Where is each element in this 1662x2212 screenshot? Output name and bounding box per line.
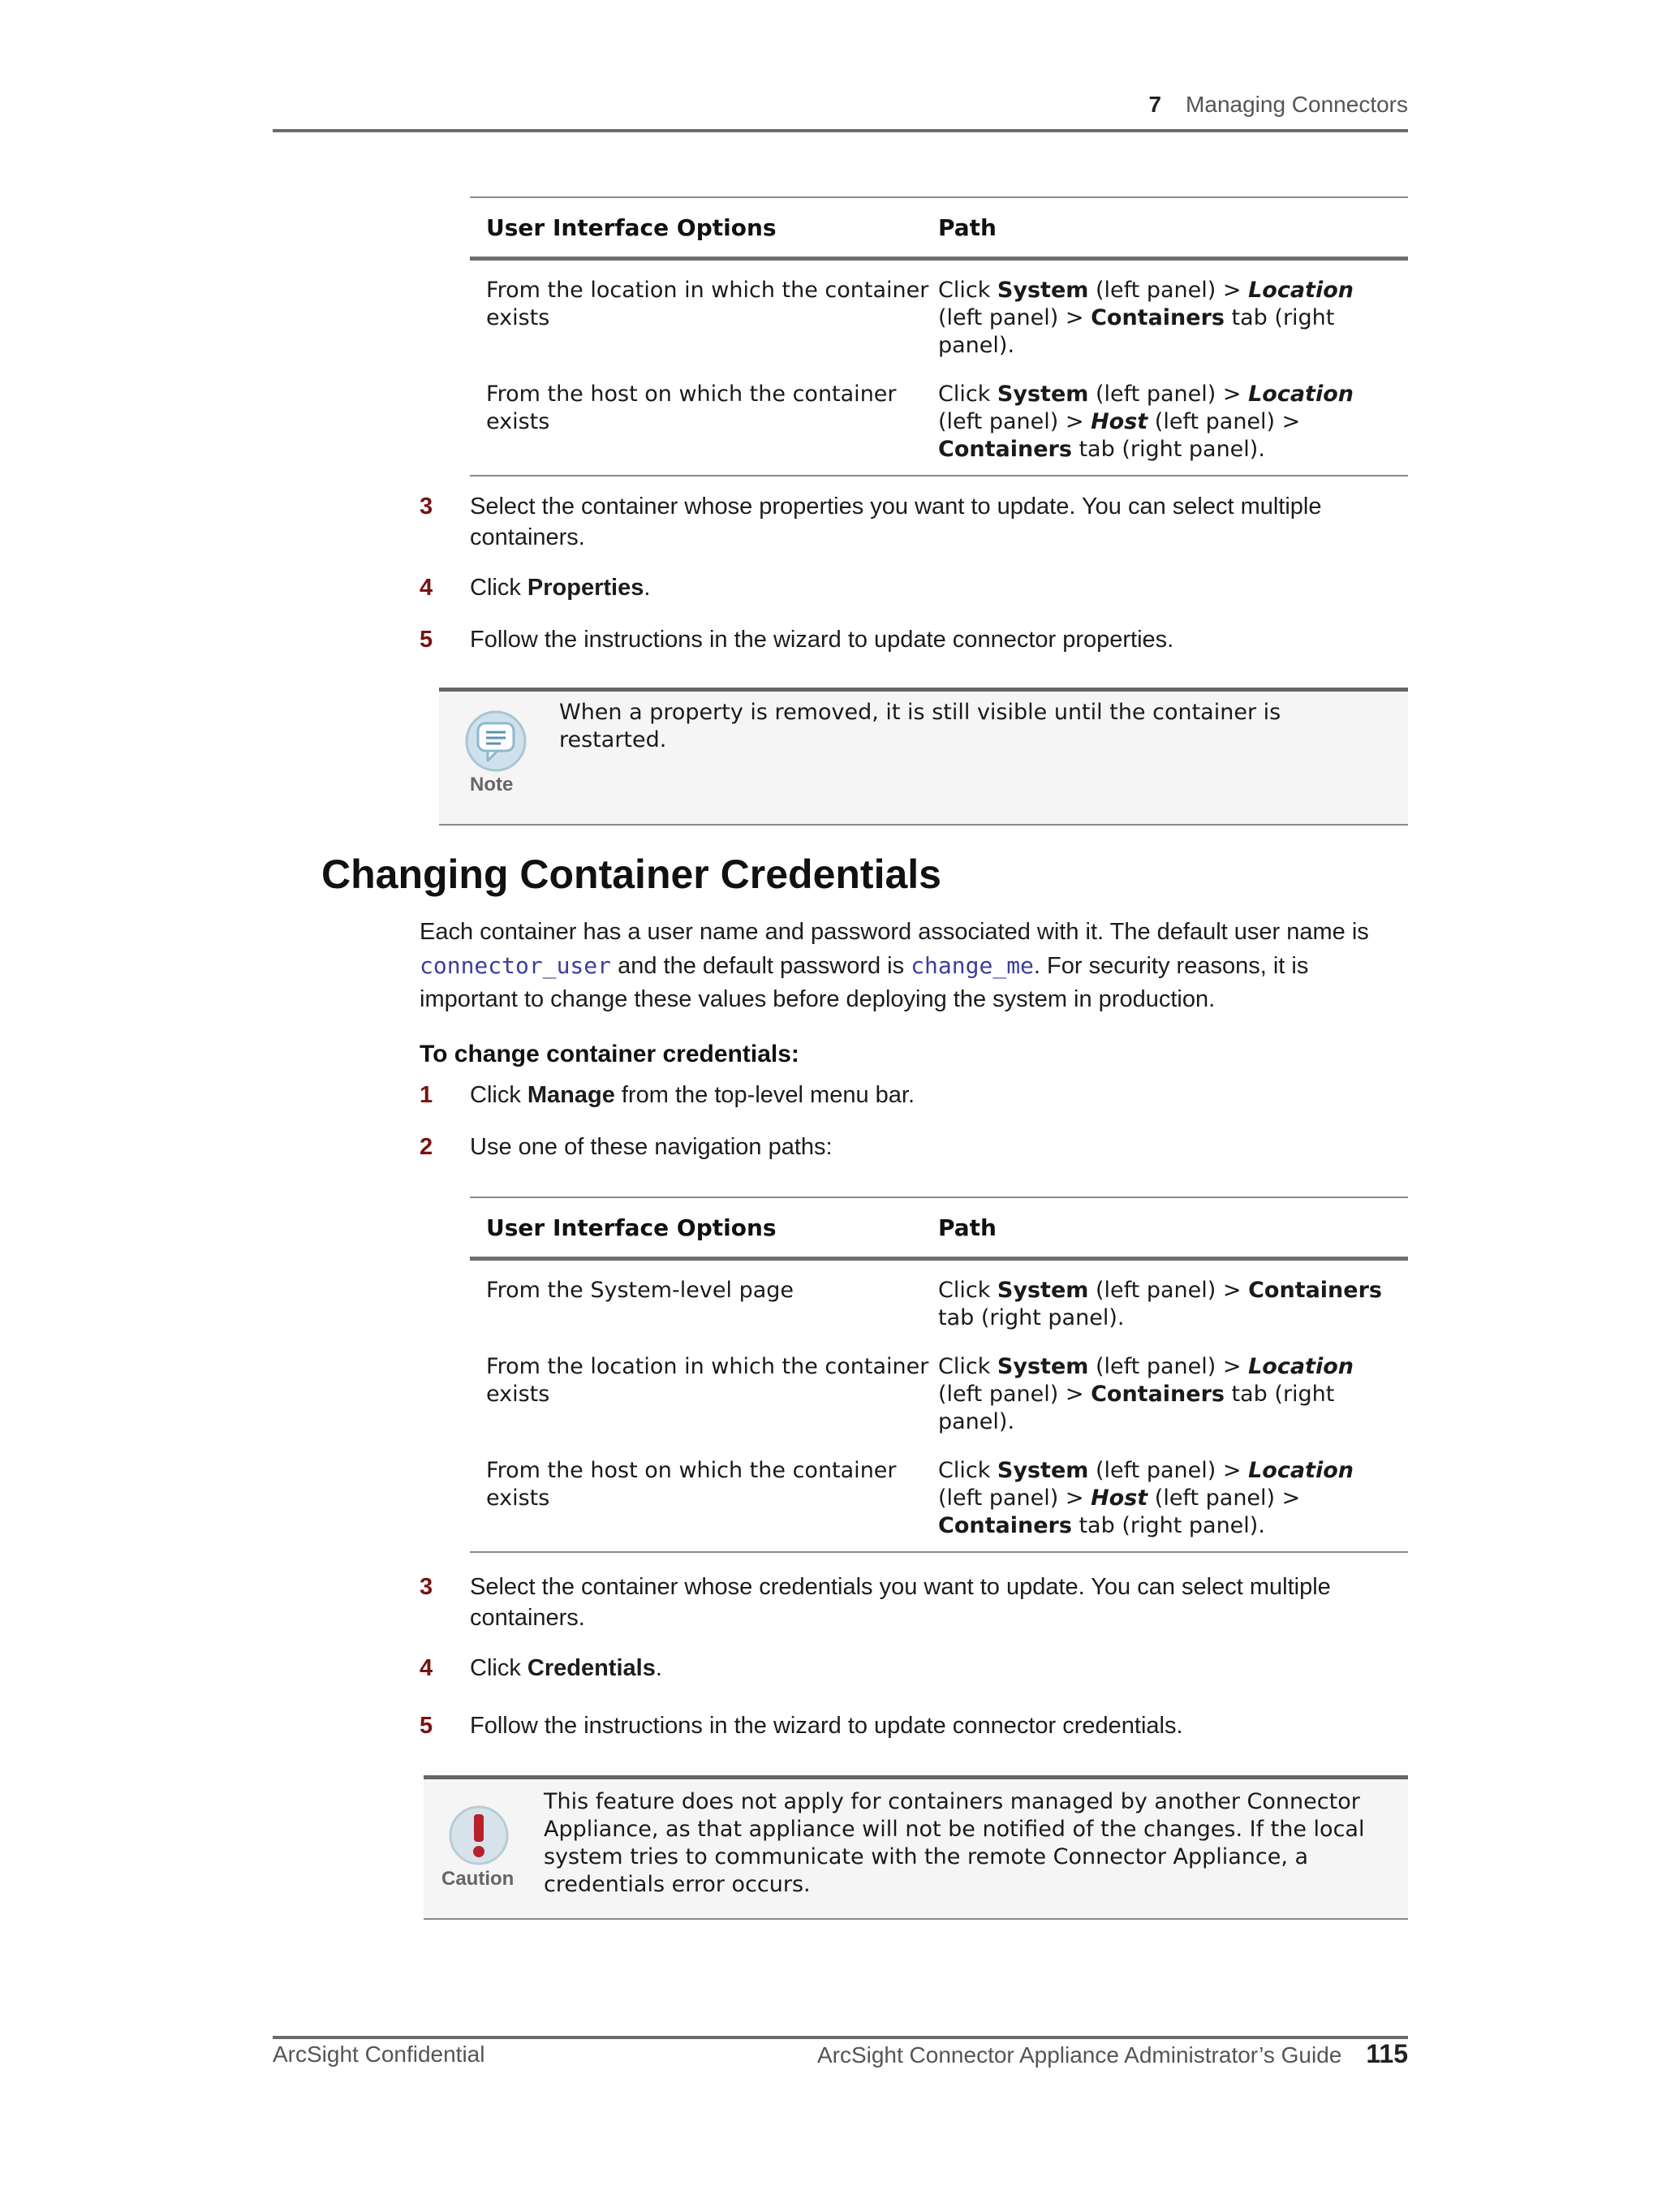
navigation-table-properties: [470, 196, 1408, 476]
step-text: [470, 1080, 1408, 1110]
ui-variable-name: Location: [1248, 1354, 1354, 1379]
procedure-heading: To change container credentials:: [420, 1041, 799, 1067]
ui-element-name: Containers: [1091, 305, 1225, 330]
path-text: tab (right panel).: [1071, 1513, 1265, 1538]
ui-label-manage: Manage: [527, 1082, 615, 1108]
column-header-path: Path: [938, 1214, 997, 1241]
ui-variable-name: Location: [1248, 382, 1354, 407]
step-text: [470, 1653, 1408, 1684]
default-user-name: connector_user: [420, 952, 612, 979]
step-number: 1: [420, 1082, 433, 1108]
section-intro-paragraph: [420, 916, 1408, 1016]
step-text-suffix: .: [655, 1655, 662, 1681]
step-number: 4: [420, 1655, 433, 1681]
ui-element-name: Containers: [1091, 1382, 1225, 1407]
option-cell: From the host on which the container exists: [486, 382, 897, 434]
callout-top-rule: [424, 1775, 1408, 1779]
step-text-suffix: .: [644, 575, 651, 601]
step-text: [470, 572, 1408, 603]
ui-variable-name: Location: [1248, 1458, 1354, 1483]
step-text: Select the container whose properties you want to update. You can select multiple containers.: [470, 494, 1322, 550]
step-text-prefix: Click: [470, 1655, 527, 1681]
option-cell: From the System-level page: [486, 1278, 794, 1303]
path-text: (left panel) >: [1088, 1278, 1249, 1303]
path-cell: [938, 1353, 1408, 1436]
table-row: [470, 381, 1408, 464]
ui-element-name: Containers: [1248, 1278, 1382, 1303]
step-number: 2: [420, 1134, 433, 1160]
ui-element-name: System: [997, 1354, 1089, 1379]
path-text: Click: [938, 382, 997, 407]
path-text: (left panel) >: [1088, 278, 1249, 303]
step-item: [420, 1080, 1408, 1110]
ui-element-name: System: [997, 1458, 1089, 1483]
path-text: (left panel) >: [938, 1485, 1091, 1511]
note-callout: [439, 688, 1408, 826]
caution-text: This feature does not apply for containers managed by another Connector Appliance, as that appliance will not be notified of the changes. If the local system tries to communicate with the remote Connector Appliance, a credentials error occurs.: [544, 1789, 1365, 1897]
path-text: (left panel) >: [1088, 1354, 1249, 1379]
ui-element-name: Containers: [938, 437, 1072, 462]
navigation-table-credentials: [470, 1197, 1408, 1553]
option-cell: From the host on which the container exists: [486, 1458, 897, 1511]
ui-variable-name: Host: [1091, 1485, 1148, 1511]
step-item: [420, 1653, 1408, 1684]
step-item: [420, 491, 1408, 553]
running-header: [1148, 92, 1408, 118]
table-row: [470, 277, 1408, 360]
path-text: Click: [938, 1458, 997, 1483]
step-item: [420, 572, 1408, 603]
path-text: tab (right panel).: [1071, 437, 1265, 462]
path-cell: [938, 277, 1408, 360]
path-text: (left panel) >: [1088, 382, 1249, 407]
path-text: (left panel) >: [1147, 1485, 1301, 1511]
caution-label: Caution: [441, 1868, 515, 1890]
note-text: When a property is removed, it is still visible until the container is restarted.: [559, 700, 1281, 752]
default-password: change_me: [911, 952, 1034, 979]
step-text: Use one of these navigation paths:: [470, 1134, 833, 1160]
path-cell: [938, 381, 1408, 464]
step-text: Select the container whose credentials you want to update. You can select multiple containers.: [470, 1574, 1331, 1631]
ui-element-name: System: [997, 382, 1089, 407]
table-row: [470, 1457, 1408, 1540]
callout-bottom-rule: [439, 824, 1408, 826]
footer-confidentiality: ArcSight Confidential: [273, 2042, 485, 2067]
step-number: 3: [420, 494, 433, 520]
callout-top-rule: [439, 688, 1408, 692]
intro-text: . For security reasons, it is important to change these values before deploying the system in production.: [420, 953, 1309, 1012]
step-number: 5: [420, 1713, 433, 1739]
note-icon: [463, 709, 528, 774]
step-text: Follow the instructions in the wizard to update connector properties.: [470, 627, 1174, 653]
path-cell: [938, 1457, 1408, 1540]
ui-element-name: System: [997, 1278, 1089, 1303]
table-row: [470, 1353, 1408, 1436]
column-header-path: Path: [938, 213, 997, 241]
path-text: (left panel) >: [1088, 1458, 1249, 1483]
step-item: [420, 1710, 1408, 1741]
step-item: [420, 624, 1408, 655]
column-header-options: User Interface Options: [486, 1214, 777, 1241]
ui-label-credentials: Credentials: [527, 1655, 656, 1681]
page-number: 115: [1366, 2039, 1408, 2068]
table-row: [470, 1277, 1408, 1332]
ui-element-name: Containers: [938, 1513, 1072, 1538]
path-text: tab (right panel).: [938, 1305, 1125, 1330]
column-header-options: User Interface Options: [486, 213, 777, 241]
step-text-suffix: from the top-level menu bar.: [614, 1082, 915, 1108]
path-text: tab (right panel).: [938, 1382, 1335, 1434]
step-item: [420, 1572, 1408, 1633]
intro-text: and the default password is: [611, 953, 911, 979]
section-title: Changing Container Credentials: [321, 852, 941, 897]
path-text: (left panel) >: [938, 305, 1091, 330]
path-text: Click: [938, 1278, 997, 1303]
step-text-prefix: Click: [470, 575, 527, 601]
path-text: tab (right panel).: [938, 305, 1335, 358]
table-bottom-rule: [470, 475, 1408, 476]
step-text-prefix: Click: [470, 1082, 527, 1108]
caution-callout: [424, 1775, 1408, 1920]
ui-variable-name: Host: [1091, 409, 1148, 434]
step-item: [420, 1132, 1408, 1162]
step-number: 3: [420, 1574, 433, 1600]
path-text: Click: [938, 1354, 997, 1379]
path-text: (left panel) >: [938, 1382, 1091, 1407]
ui-label-properties: Properties: [527, 575, 644, 601]
callout-bottom-rule: [424, 1918, 1408, 1920]
ui-variable-name: Location: [1248, 278, 1354, 303]
step-number: 5: [420, 627, 433, 653]
footer-right: [817, 2039, 1408, 2069]
note-label: Note: [470, 774, 514, 796]
intro-text: Each container has a user name and password associated with it. The default user name is: [420, 919, 1369, 945]
chapter-title: Managing Connectors: [1186, 92, 1408, 117]
chapter-number: 7: [1148, 92, 1162, 117]
ui-element-name: System: [997, 278, 1089, 303]
header-rule: [273, 129, 1408, 132]
path-text: Click: [938, 278, 997, 303]
caution-icon: [448, 1805, 510, 1866]
table-header-row: [470, 198, 1408, 257]
step-text: Follow the instructions in the wizard to update connector credentials.: [470, 1713, 1183, 1739]
table-bottom-rule: [470, 1551, 1408, 1553]
path-cell: [938, 1277, 1408, 1332]
path-text: (left panel) >: [938, 409, 1091, 434]
option-cell: From the location in which the container exists: [486, 278, 929, 330]
option-cell: From the location in which the container exists: [486, 1354, 929, 1407]
step-number: 4: [420, 575, 433, 601]
table-header-row: [470, 1198, 1408, 1257]
footer-guide-title: ArcSight Connector Appliance Administrator’s Guide: [816, 2042, 1342, 2068]
path-text: (left panel) >: [1147, 409, 1301, 434]
